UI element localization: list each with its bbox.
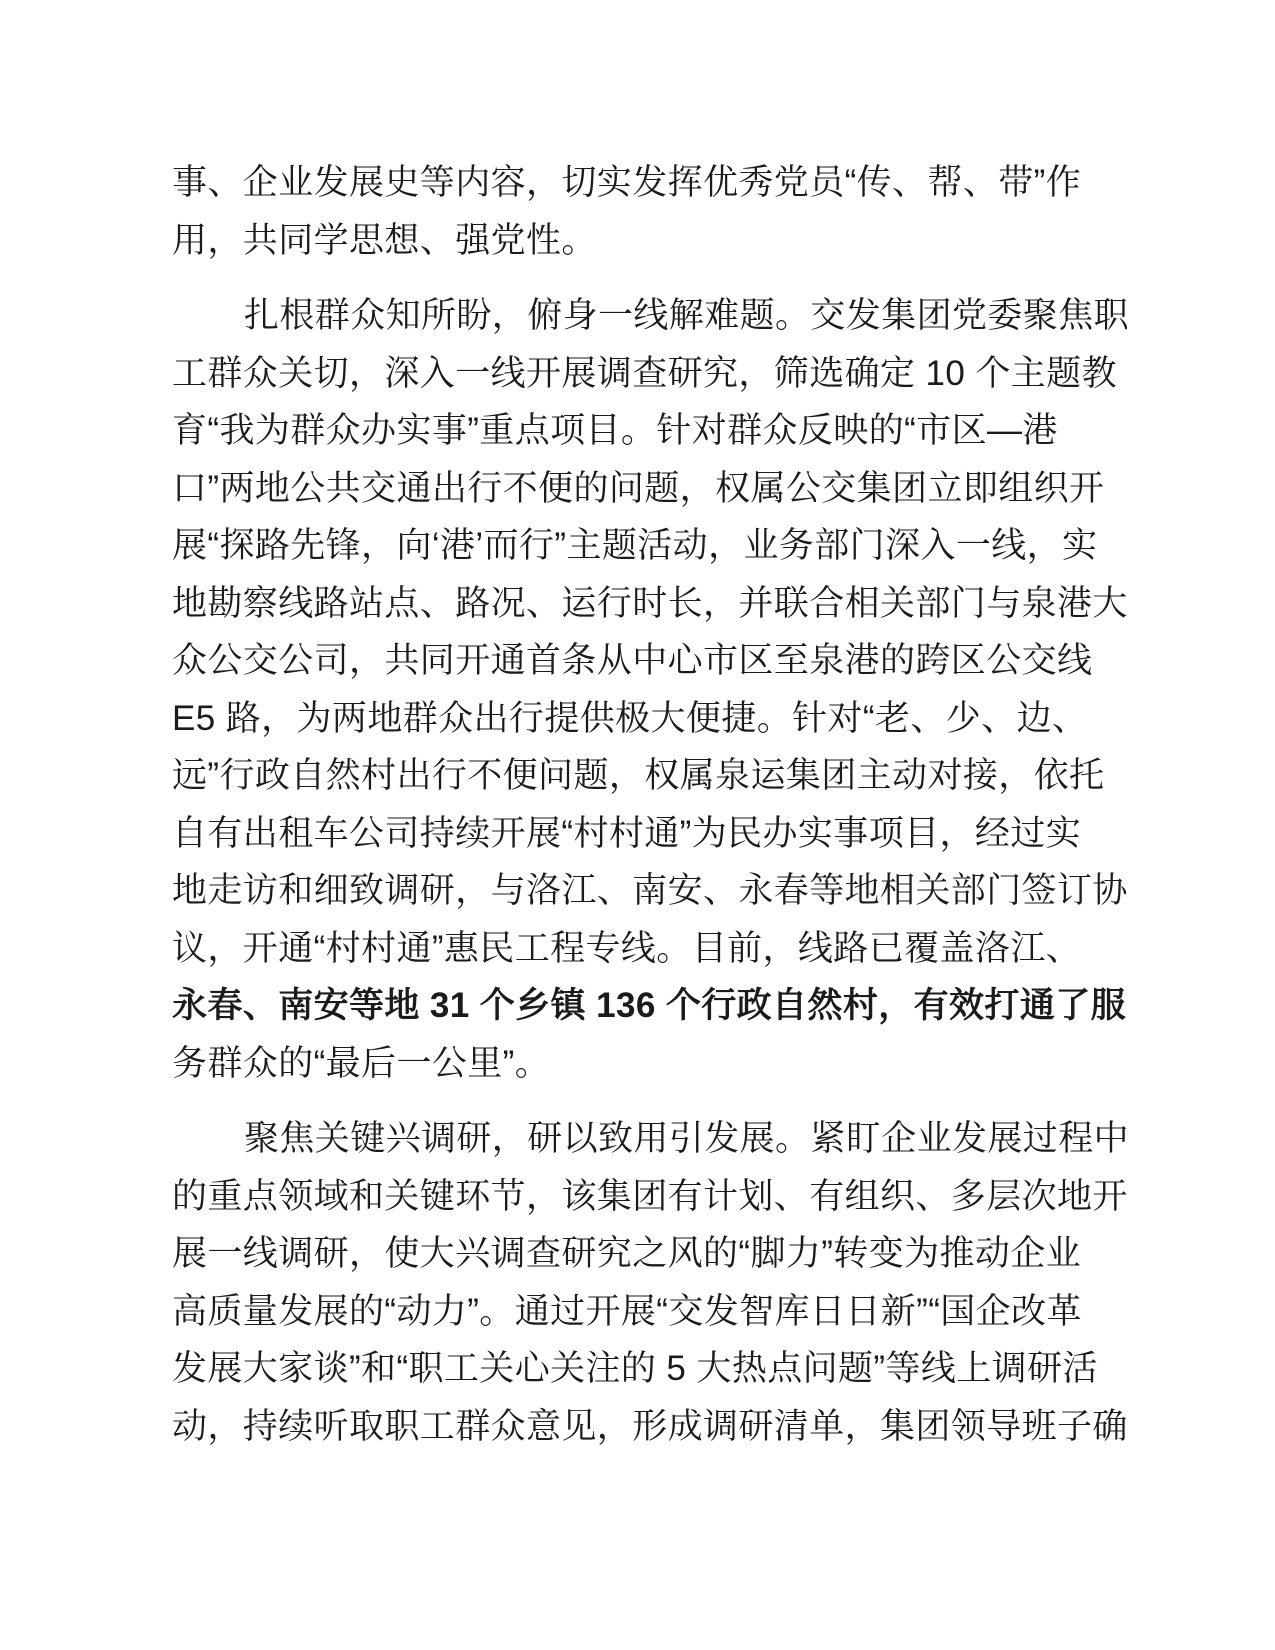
document-body bbox=[172, 154, 1130, 1455]
text-line: 高质量发展的“动力”。通过开展“交发智库日日新”“国企改革 bbox=[172, 1291, 1082, 1331]
text-line: 地走访和细致调研，与洛江、南安、永春等地相关部门签订协 bbox=[172, 871, 1128, 910]
text-line: 的重点领域和关键环节，该集团有计划、有组织、多层次地开 bbox=[172, 1176, 1128, 1216]
paragraph bbox=[172, 1110, 1130, 1455]
text-line: 地勘察线路站点、路况、运行时长，并联合相关部门与泉港大 bbox=[172, 583, 1128, 623]
text-line: 育“我为群众办实事”重点项目。针对群众反映的“市区—港 bbox=[172, 411, 1058, 450]
text-line: 永春、南安等地 31 个乡镇 136 个行政自然村，有效打通了服 bbox=[172, 986, 1127, 1025]
text-line: 工群众关切，深入一线开展调查研究，筛选确定 10 个主题教 bbox=[172, 353, 1117, 393]
text-line: 展“探路先锋，向‘港’而行”主题活动，业务部门深入一线，实 bbox=[172, 526, 1098, 565]
text-line: 远”行政自然村出行不便问题，权属泉运集团主动对接，依托 bbox=[172, 756, 1105, 795]
text-line: 发展大家谈”和“职工关心关注的 5 大热点问题”等线上调研活 bbox=[172, 1349, 1098, 1388]
text-line: 口”两地公共交通出行不便的问题，权属公交集团立即组织开 bbox=[172, 468, 1105, 508]
text-line: 动，持续听取职工群众意见，形成调研清单，集团领导班子确 bbox=[172, 1406, 1128, 1446]
text-line: 用，共同学思想、强党性。 bbox=[172, 220, 597, 260]
text-line: 聚焦关键兴调研，研以致用引发展。紧盯企业发展过程中 bbox=[244, 1119, 1130, 1158]
text-line: 自有出租车公司持续开展“村村通”为民办实事项目，经过实 bbox=[172, 813, 1082, 853]
text-line: 众公交公司，共同开通首条从中心市区至泉港的跨区公交线 bbox=[172, 641, 1093, 680]
text-line: 议，开通“村村通”惠民工程专线。目前，线路已覆盖洛江、 bbox=[172, 928, 1082, 968]
text-line: 务群众的“最后一公里”。 bbox=[172, 1043, 551, 1083]
text-line: E5 路，为两地群众出行提供极大便捷。针对“老、少、边、 bbox=[172, 698, 1088, 738]
text-line: 扎根群众知所盼，俯身一线解难题。交发集团党委聚焦职 bbox=[244, 296, 1130, 335]
text-line: 展一线调研，使大兴调查研究之风的“脚力”转变为推动企业 bbox=[172, 1234, 1082, 1273]
paragraph bbox=[172, 154, 1109, 269]
text-line: 事、企业发展史等内容，切实发挥优秀党员“传、帮、带”作 bbox=[172, 163, 1082, 202]
paragraph bbox=[172, 287, 1130, 1092]
